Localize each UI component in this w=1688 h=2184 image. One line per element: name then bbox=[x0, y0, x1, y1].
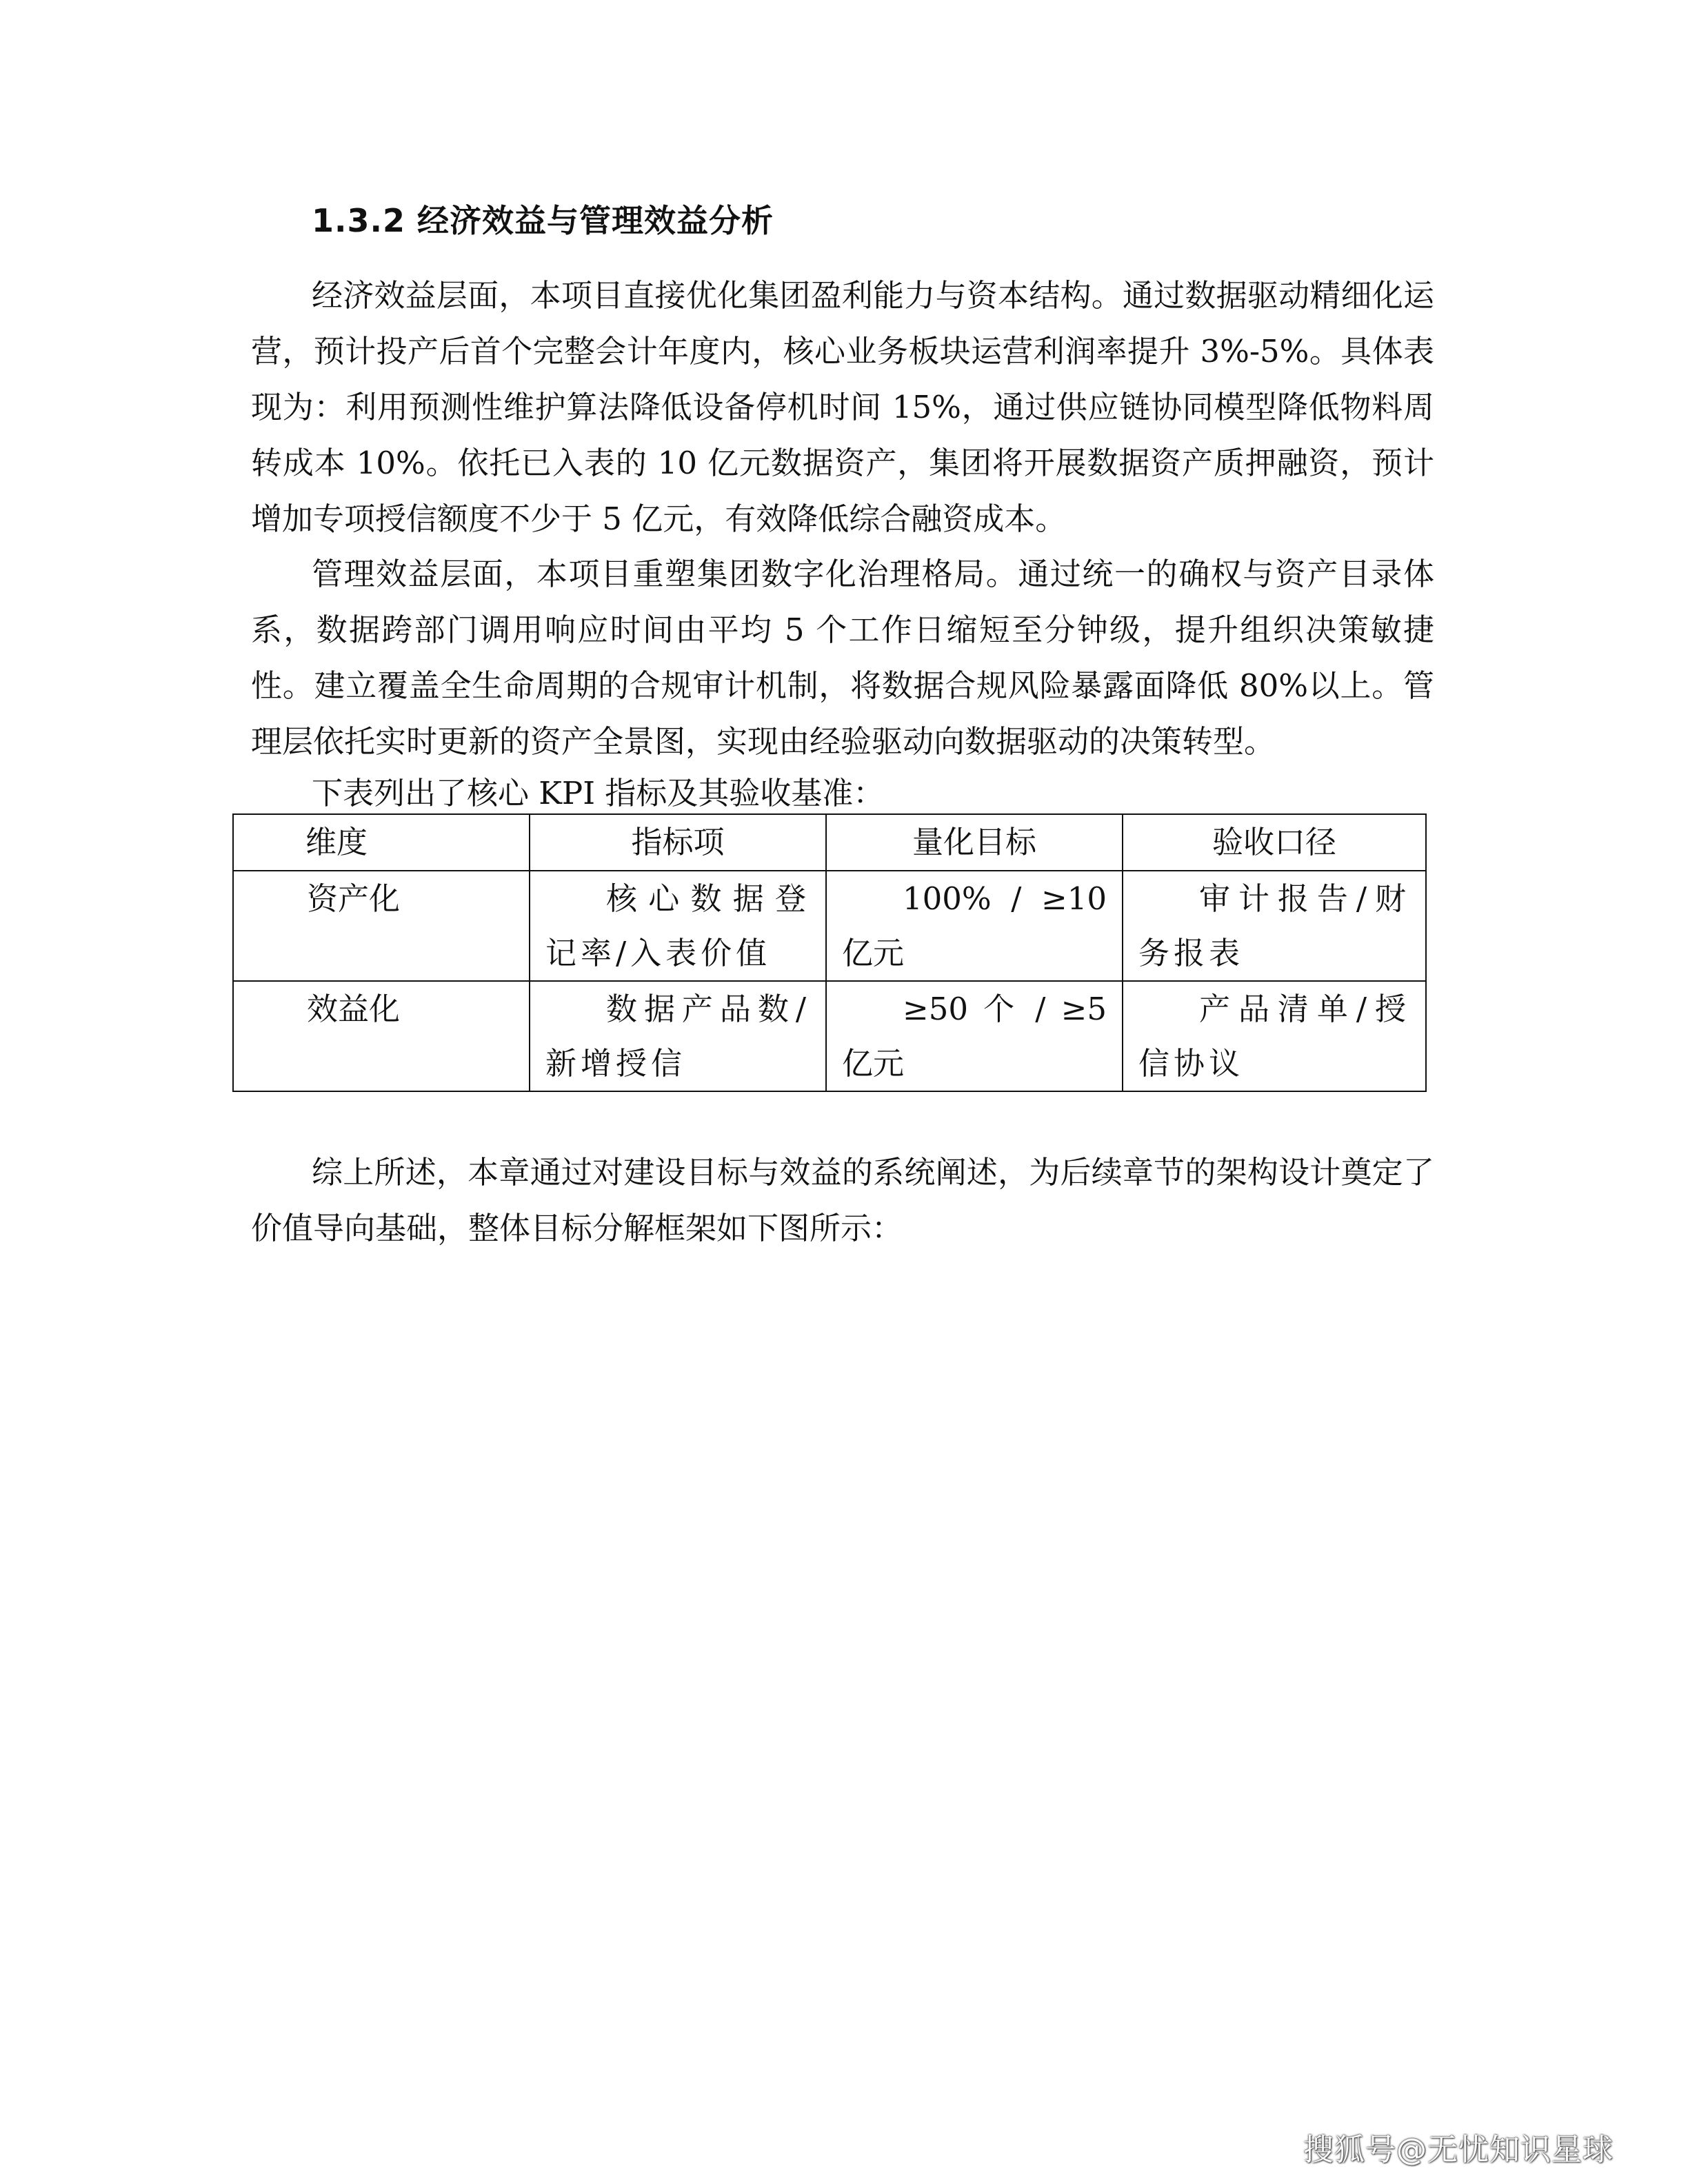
table-cell: 审计报告/财务报表 bbox=[1123, 871, 1426, 981]
table-row bbox=[233, 871, 1426, 981]
paragraph-management-benefits: 管理效益层面，本项目重塑集团数字化治理格局。通过统一的确权与资产目录体系，数据跨部门调用响应时间由平均 5 个工作日缩短至分钟级，提升组织决策敏捷性。建立覆盖全生命周期的合规审计机制，将数据合规风险暴露面降低 80%以上。管理层依托实时更新的资产全景图，实现由经验驱动向数据驱动的决策转型。 bbox=[251, 556, 1434, 760]
table-header-cell: 维度 bbox=[233, 814, 530, 871]
watermark: 搜狐号@无忧知识星球 bbox=[1303, 2132, 1614, 2167]
table-cell: 效益化 bbox=[233, 981, 530, 1091]
table-cell: ≥50 个 / ≥5 亿元 bbox=[826, 981, 1123, 1091]
table-cell: 资产化 bbox=[233, 871, 530, 981]
paragraph-table-intro: 下表列出了核心 KPI 指标及其验收基准： bbox=[312, 775, 885, 811]
table-row bbox=[233, 981, 1426, 1091]
table-header-row bbox=[233, 814, 1426, 871]
section-heading: 1.3.2 经济效益与管理效益分析 bbox=[312, 202, 774, 239]
table-cell: 100% / ≥10 亿元 bbox=[826, 871, 1123, 981]
table-cell: 数据产品数/新增授信 bbox=[530, 981, 826, 1091]
table-header-cell: 指标项 bbox=[530, 814, 826, 871]
table-cell: 核心数据登记率/入表价值 bbox=[530, 871, 826, 981]
paragraph-conclusion: 综上所述，本章通过对建设目标与效益的系统阐述，为后续章节的架构设计奠定了价值导向基础，整体目标分解框架如下图所示： bbox=[251, 1154, 1434, 1246]
table-header-cell: 量化目标 bbox=[826, 814, 1123, 871]
kpi-table bbox=[232, 813, 1427, 1092]
table-header-cell: 验收口径 bbox=[1123, 814, 1426, 871]
paragraph-economic-benefits: 经济效益层面，本项目直接优化集团盈利能力与资本结构。通过数据驱动精细化运营，预计投产后首个完整会计年度内，核心业务板块运营利润率提升 3%-5%。具体表现为：利用预测性维护算法降低设备停机时间 15%，通过供应链协同模型降低物料周转成本 10%。依托已入表的 10 亿元数据资产，集团将开展数据资产质押融资，预计增加专项授信额度不少于 5 亿元，有效降低综合融资成本。 bbox=[251, 277, 1434, 537]
table-cell: 产品清单/授信协议 bbox=[1123, 981, 1426, 1091]
